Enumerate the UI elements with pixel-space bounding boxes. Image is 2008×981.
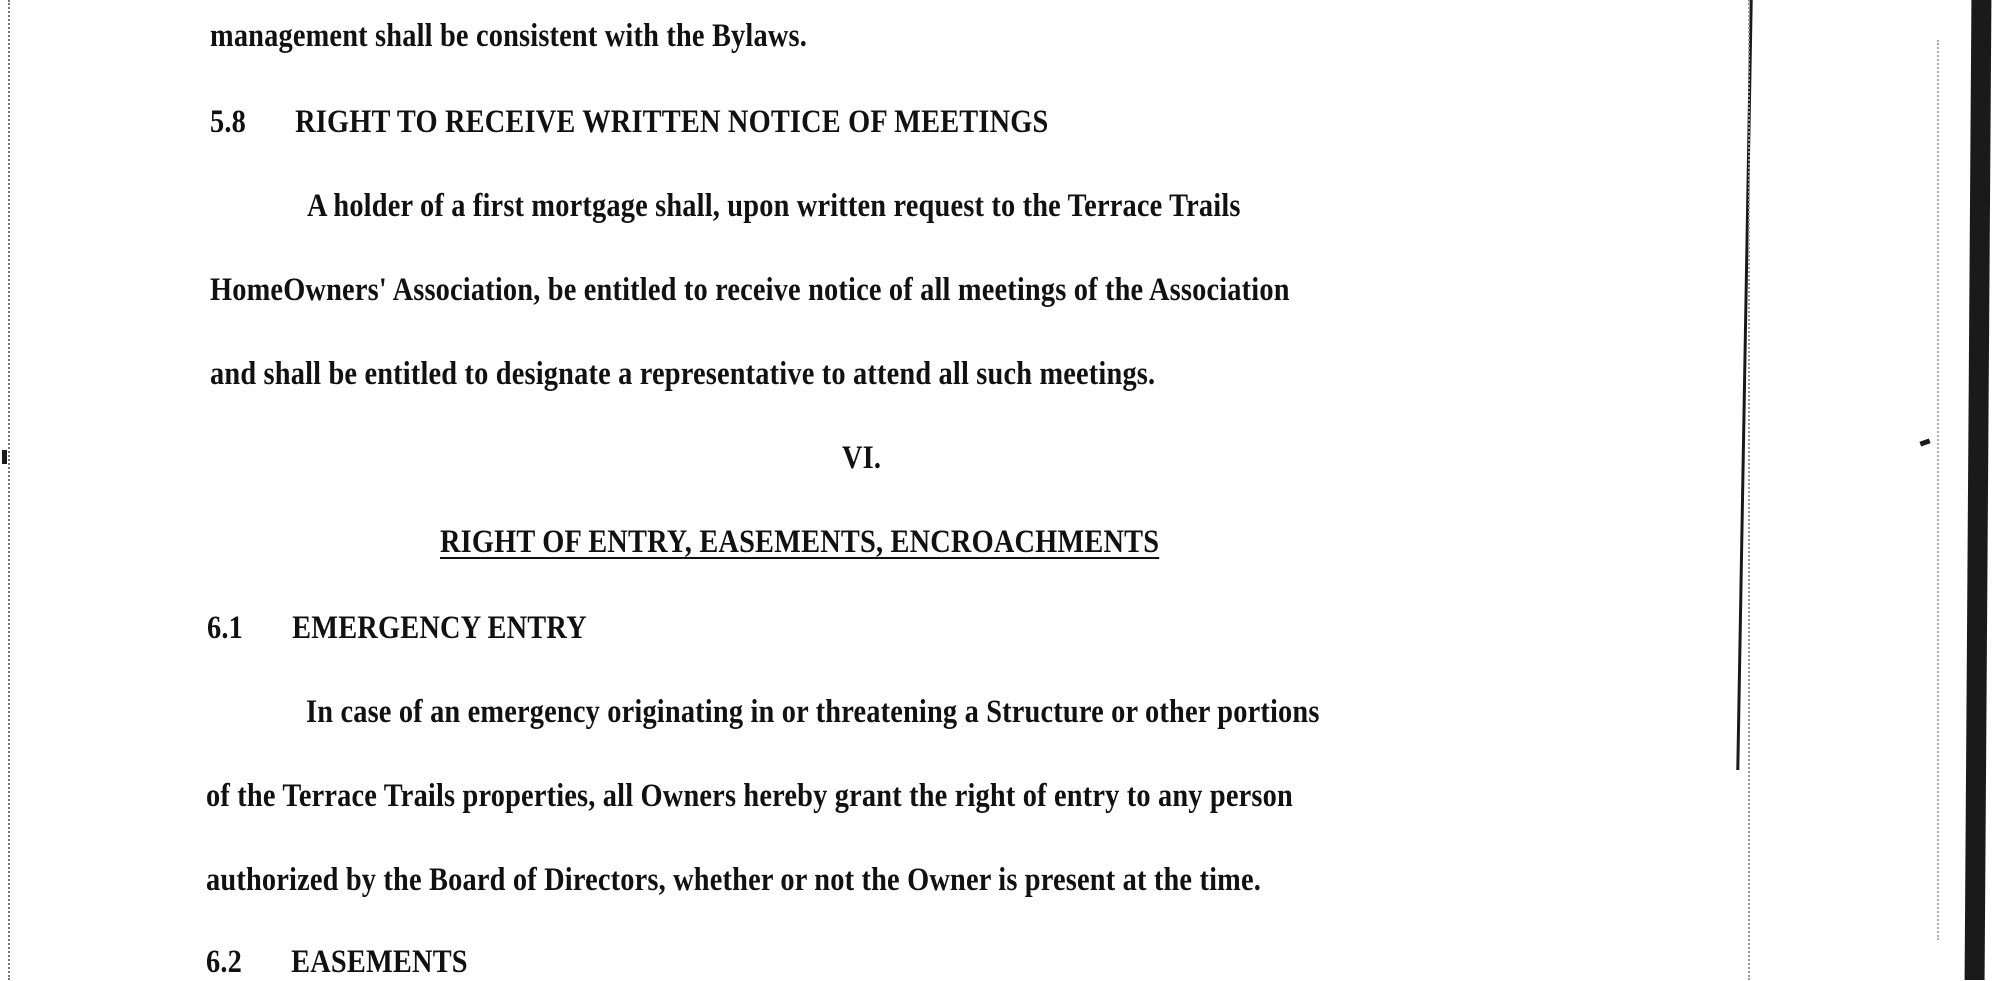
page-edge-line [1736,0,1752,770]
section-title: EMERGENCY ENTRY [292,610,587,646]
section-number: 5.8 [210,104,246,140]
body-text-line: of the Terrace Trails properties, all Owners hereby grant the right of entry to any person [206,778,1293,814]
section-number: 6.2 [206,944,242,980]
body-text-line: authorized by the Board of Directors, whether or not the Owner is present at the time. [206,862,1262,898]
section-heading-6-2 [206,944,468,981]
left-scan-edge [8,0,10,980]
section-title: RIGHT TO RECEIVE WRITTEN NOTICE OF MEETINGS [295,104,1049,140]
section-heading-6-1 [207,610,587,647]
page-edge-shadow [1748,0,1750,980]
body-text-line: A holder of a first mortgage shall, upon written request to the Terrace Trails [307,188,1241,224]
section-number: 6.1 [207,610,243,646]
section-heading-5-8 [210,104,1049,141]
body-text-line: In case of an emergency originating in or threatening a Structure or other portions [306,694,1320,730]
section-title: EASEMENTS [291,944,468,980]
scan-speck [2,450,7,464]
body-text-line: management shall be consistent with the Bylaws. [210,18,807,54]
scan-speck [1919,438,1930,446]
article-number: VI. [842,440,882,476]
right-binding-bar [1965,0,1992,980]
body-text-line: HomeOwners' Association, be entitled to receive notice of all meetings of the Association [210,272,1290,308]
right-margin-marks [1937,40,1939,940]
article-title: RIGHT OF ENTRY, EASEMENTS, ENCROACHMENTS [440,524,1160,560]
body-text-line: and shall be entitled to designate a representative to attend all such meetings. [210,356,1156,392]
